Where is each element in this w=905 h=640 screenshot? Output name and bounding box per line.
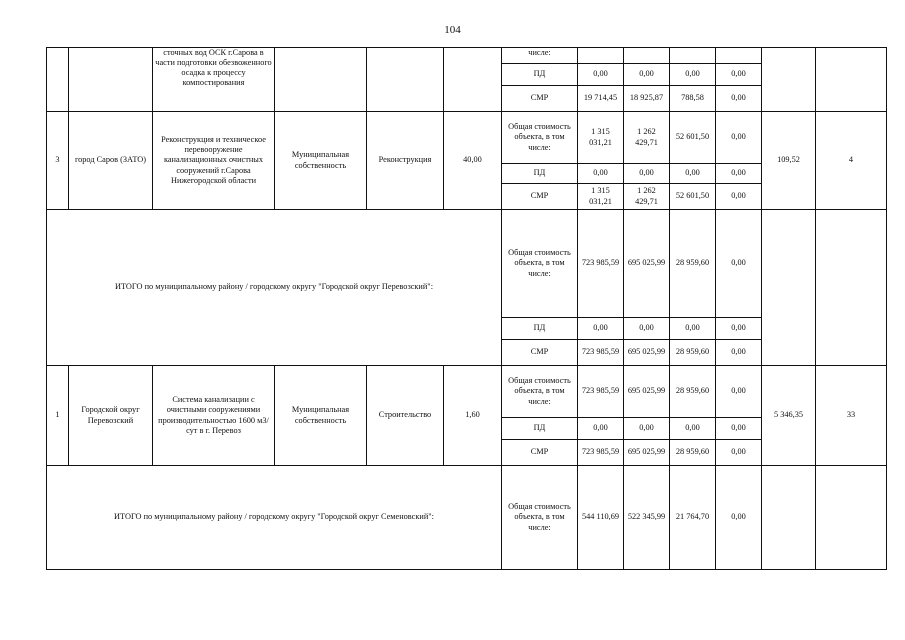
work-type-cell: Строительство (367, 366, 444, 466)
value-cell: 723 985,59 (578, 210, 624, 318)
value-cell: 0,00 (670, 318, 716, 340)
total-row (47, 466, 887, 570)
total-label-cell: ИТОГО по муниципальному району / городскому округу "Городской округ Перевозский": (47, 210, 502, 366)
value-cell: 21 764,70 (670, 466, 716, 570)
value-cell: 544 110,69 (578, 466, 624, 570)
cost-type-cell: ПД (502, 164, 578, 184)
cost-type-cell: СМР (502, 86, 578, 112)
cost-type-cell: СМР (502, 184, 578, 210)
ownership-cell: Муниципальная собственность (275, 366, 367, 466)
ownership-cell: Муниципальная собственность (275, 112, 367, 210)
cost-type-cell: числе: (502, 48, 578, 64)
cost-type-cell: Общая стоимость объекта, в том числе: (502, 112, 578, 164)
value-cell: 0,00 (624, 64, 670, 86)
value-cell: 522 345,99 (624, 466, 670, 570)
table-row (47, 112, 887, 164)
extra-value-cell: 5 346,35 (762, 366, 816, 466)
value-cell: 28 959,60 (670, 340, 716, 366)
value-cell: 0,00 (716, 210, 762, 318)
value-cell: 0,00 (578, 164, 624, 184)
value-cell: 695 025,99 (624, 340, 670, 366)
cost-type-cell: Общая стоимость объекта, в том числе: (502, 366, 578, 418)
value-cell: 28 959,60 (670, 440, 716, 466)
value-cell: 0,00 (670, 64, 716, 86)
value-cell: 0,00 (716, 318, 762, 340)
value-cell: 0,00 (670, 418, 716, 440)
percent-cell: 1,60 (444, 366, 502, 466)
row-number-cell: 1 (47, 366, 69, 466)
extra-value-cell: 109,52 (762, 112, 816, 210)
extra-count-cell: 4 (816, 112, 887, 210)
work-type-cell: Реконструкция (367, 112, 444, 210)
district-cell: город Саров (ЗАТО) (69, 112, 153, 210)
extra-count-cell: 33 (816, 366, 887, 466)
value-cell: 19 714,45 (578, 86, 624, 112)
cost-type-cell: СМР (502, 340, 578, 366)
value-cell: 0,00 (578, 418, 624, 440)
value-cell: 1 262 429,71 (624, 112, 670, 164)
value-cell: 0,00 (716, 184, 762, 210)
object-name-cell: Реконструкция и техническое перевооружение канализационных очистных сооружений г.Сарова Нижегородской области (153, 112, 275, 210)
value-cell: 0,00 (578, 64, 624, 86)
value-cell: 695 025,99 (624, 210, 670, 318)
value-cell: 0,00 (624, 164, 670, 184)
total-row (47, 210, 887, 318)
value-cell: 695 025,99 (624, 440, 670, 466)
value-cell: 695 025,99 (624, 366, 670, 418)
percent-cell: 40,00 (444, 112, 502, 210)
value-cell: 0,00 (716, 366, 762, 418)
value-cell: 723 985,59 (578, 440, 624, 466)
cost-type-cell: Общая стоимость объекта, в том числе: (502, 210, 578, 318)
cost-type-cell: СМР (502, 440, 578, 466)
value-cell: 0,00 (670, 164, 716, 184)
cost-type-cell: ПД (502, 418, 578, 440)
value-cell: 0,00 (716, 340, 762, 366)
value-cell: 0,00 (624, 418, 670, 440)
cost-type-cell: ПД (502, 318, 578, 340)
total-label-cell: ИТОГО по муниципальному району / городскому округу "Городской округ Семеновский": (47, 466, 502, 570)
value-cell: 1 315 031,21 (578, 112, 624, 164)
value-cell: 0,00 (716, 64, 762, 86)
value-cell: 0,00 (716, 112, 762, 164)
value-cell: 0,00 (624, 318, 670, 340)
value-cell: 723 985,59 (578, 366, 624, 418)
row-number-cell: 3 (47, 112, 69, 210)
value-cell: 52 601,50 (670, 184, 716, 210)
investment-table (46, 47, 887, 570)
page-number: 104 (444, 24, 461, 36)
value-cell: 0,00 (716, 466, 762, 570)
value-cell: 1 262 429,71 (624, 184, 670, 210)
value-cell: 788,58 (670, 86, 716, 112)
table-row (47, 366, 887, 418)
value-cell: 1 315 031,21 (578, 184, 624, 210)
value-cell: 28 959,60 (670, 366, 716, 418)
value-cell: 28 959,60 (670, 210, 716, 318)
value-cell: 52 601,50 (670, 112, 716, 164)
value-cell: 0,00 (716, 86, 762, 112)
value-cell: 18 925,87 (624, 86, 670, 112)
table-row (47, 48, 887, 64)
cost-type-cell: Общая стоимость объекта, в том числе: (502, 466, 578, 570)
cost-type-cell: ПД (502, 64, 578, 86)
value-cell: 0,00 (716, 440, 762, 466)
value-cell: 0,00 (578, 318, 624, 340)
value-cell: 723 985,59 (578, 340, 624, 366)
district-cell: Городской округ Перевозский (69, 366, 153, 466)
object-name-cell: Система канализации с очистными сооружениями производительностью 1600 м3/сут в г. Перевоз (153, 366, 275, 466)
value-cell: 0,00 (716, 164, 762, 184)
object-name-cell: сточных вод ОСК г.Сарова в части подготовки обезвоженного осадка к процессу компостирования (153, 48, 275, 112)
value-cell: 0,00 (716, 418, 762, 440)
